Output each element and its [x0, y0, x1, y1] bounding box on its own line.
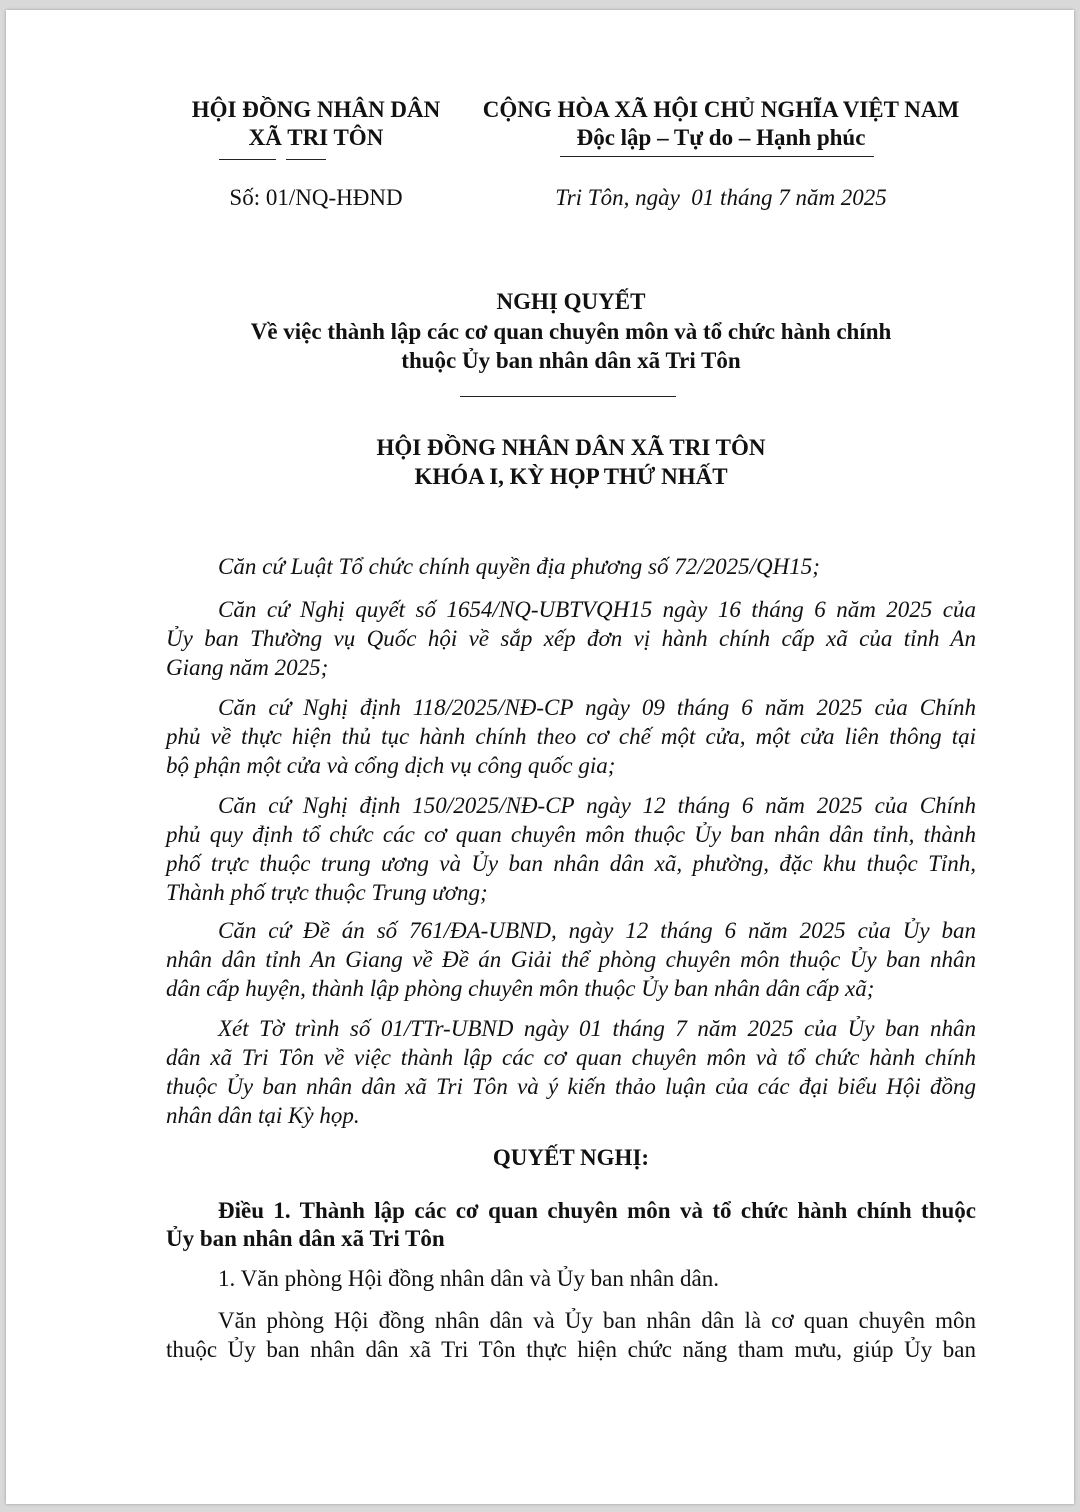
document-type: NGHỊ QUYẾT	[496, 289, 646, 314]
preamble-line: phố trực thuộc trung ương và Ủy ban nhân dân xã, phường, đặc khu thuộc Tỉnh,	[166, 851, 976, 876]
preamble-line: nhân dân tỉnh An Giang về Đề án Giải thể phòng chuyên môn thuộc Ủy ban nhân	[166, 947, 976, 972]
issuer-line1: HỘI ĐỒNG NHÂN DÂN XÃ TRI TÔN	[376, 435, 766, 460]
preamble-line: dân cấp huyện, thành lập phòng chuyên môn thuộc Ủy ban nhân dân cấp xã;	[166, 976, 875, 1001]
resolves-heading: QUYẾT NGHỊ:	[492, 1145, 650, 1170]
preamble-line: Xét Tờ trình số 01/TTr-UBND ngày 01 tháng 7 năm 2025 của Ủy ban nhân	[218, 1016, 976, 1041]
article1-paragraph: Văn phòng Hội đồng nhân dân và Ủy ban nhân dân là cơ quan chuyên môn	[218, 1308, 976, 1333]
preamble-line: Căn cứ Đề án số 761/ĐA-UBND, ngày 12 tháng 6 năm 2025 của Ủy ban	[218, 918, 976, 943]
preamble-line: Thành phố trực thuộc Trung ương;	[166, 880, 488, 905]
title-divider	[460, 396, 676, 397]
preamble-line: thuộc Ủy ban nhân dân xã Tri Tôn và ý kiến thảo luận của các đại biểu Hội đồng	[166, 1074, 976, 1099]
preamble-line: bộ phận một cửa và cổng dịch vụ công quốc gia;	[166, 753, 616, 778]
preamble-line: Ủy ban Thường vụ Quốc hội về sắp xếp đơn vị hành chính cấp xã của tỉnh An	[166, 626, 976, 651]
country-name: CỘNG HÒA XÃ HỘI CHỦ NGHĨA VIỆT NAM	[482, 97, 960, 122]
article1-heading-cont: Ủy ban nhân dân xã Tri Tôn	[166, 1226, 445, 1251]
preamble-line: Giang năm 2025;	[166, 655, 329, 680]
issuing-body	[176, 96, 456, 152]
preamble-line: Căn cứ Nghị định 150/2025/NĐ-CP ngày 12 tháng 6 năm 2025 của Chính	[218, 793, 976, 818]
document-page	[6, 10, 1074, 1504]
motto: Độc lập – Tự do – Hạnh phúc	[576, 125, 866, 150]
preamble-line: phủ về thực hiện thủ tục hành chính theo cơ chế một cửa, một cửa liên thông tại	[166, 724, 976, 749]
place-date: Tri Tôn, ngày 01 tháng 7 năm 2025	[555, 185, 887, 210]
preamble-line: nhân dân tại Kỳ họp.	[166, 1103, 360, 1128]
national-title	[461, 96, 981, 152]
issuer-line2: KHÓA I, KỲ HỌP THỨ NHẤT	[414, 464, 728, 489]
article1-item1: 1. Văn phòng Hội đồng nhân dân và Ủy ban nhân dân.	[218, 1266, 720, 1291]
issuing-body-line1: HỘI ĐỒNG NHÂN DÂN	[191, 97, 441, 122]
issuing-body-line2: XÃ TRI TÔN	[248, 125, 384, 150]
preamble-line: Căn cứ Nghị quyết số 1654/NQ-UBTVQH15 ngày 16 tháng 6 năm 2025 của	[218, 597, 976, 622]
preamble-line: phủ quy định tổ chức các cơ quan chuyên môn thuộc Ủy ban nhân dân tỉnh, thành	[166, 822, 976, 847]
motto-underline	[560, 156, 874, 157]
article1-paragraph-cont: thuộc Ủy ban nhân dân xã Tri Tôn thực hiện chức năng tham mưu, giúp Ủy ban	[166, 1337, 976, 1362]
preamble-line: dân xã Tri Tôn về việc thành lập các cơ quan chuyên môn và tổ chức hành chính	[166, 1045, 976, 1070]
document-number: Số: 01/NQ-HĐND	[229, 185, 403, 210]
divider	[219, 159, 276, 160]
divider	[286, 159, 326, 160]
article1-heading: Điều 1. Thành lập các cơ quan chuyên môn và tổ chức hành chính thuộc	[218, 1198, 976, 1223]
preamble-line: Căn cứ Nghị định 118/2025/NĐ-CP ngày 09 tháng 6 năm 2025 của Chính	[218, 695, 976, 720]
subject-line2: thuộc Ủy ban nhân dân xã Tri Tôn	[401, 348, 741, 373]
preamble-line: Căn cứ Luật Tổ chức chính quyền địa phương số 72/2025/QH15;	[218, 554, 820, 579]
subject-line1: Về việc thành lập các cơ quan chuyên môn và tổ chức hành chính	[250, 319, 892, 344]
